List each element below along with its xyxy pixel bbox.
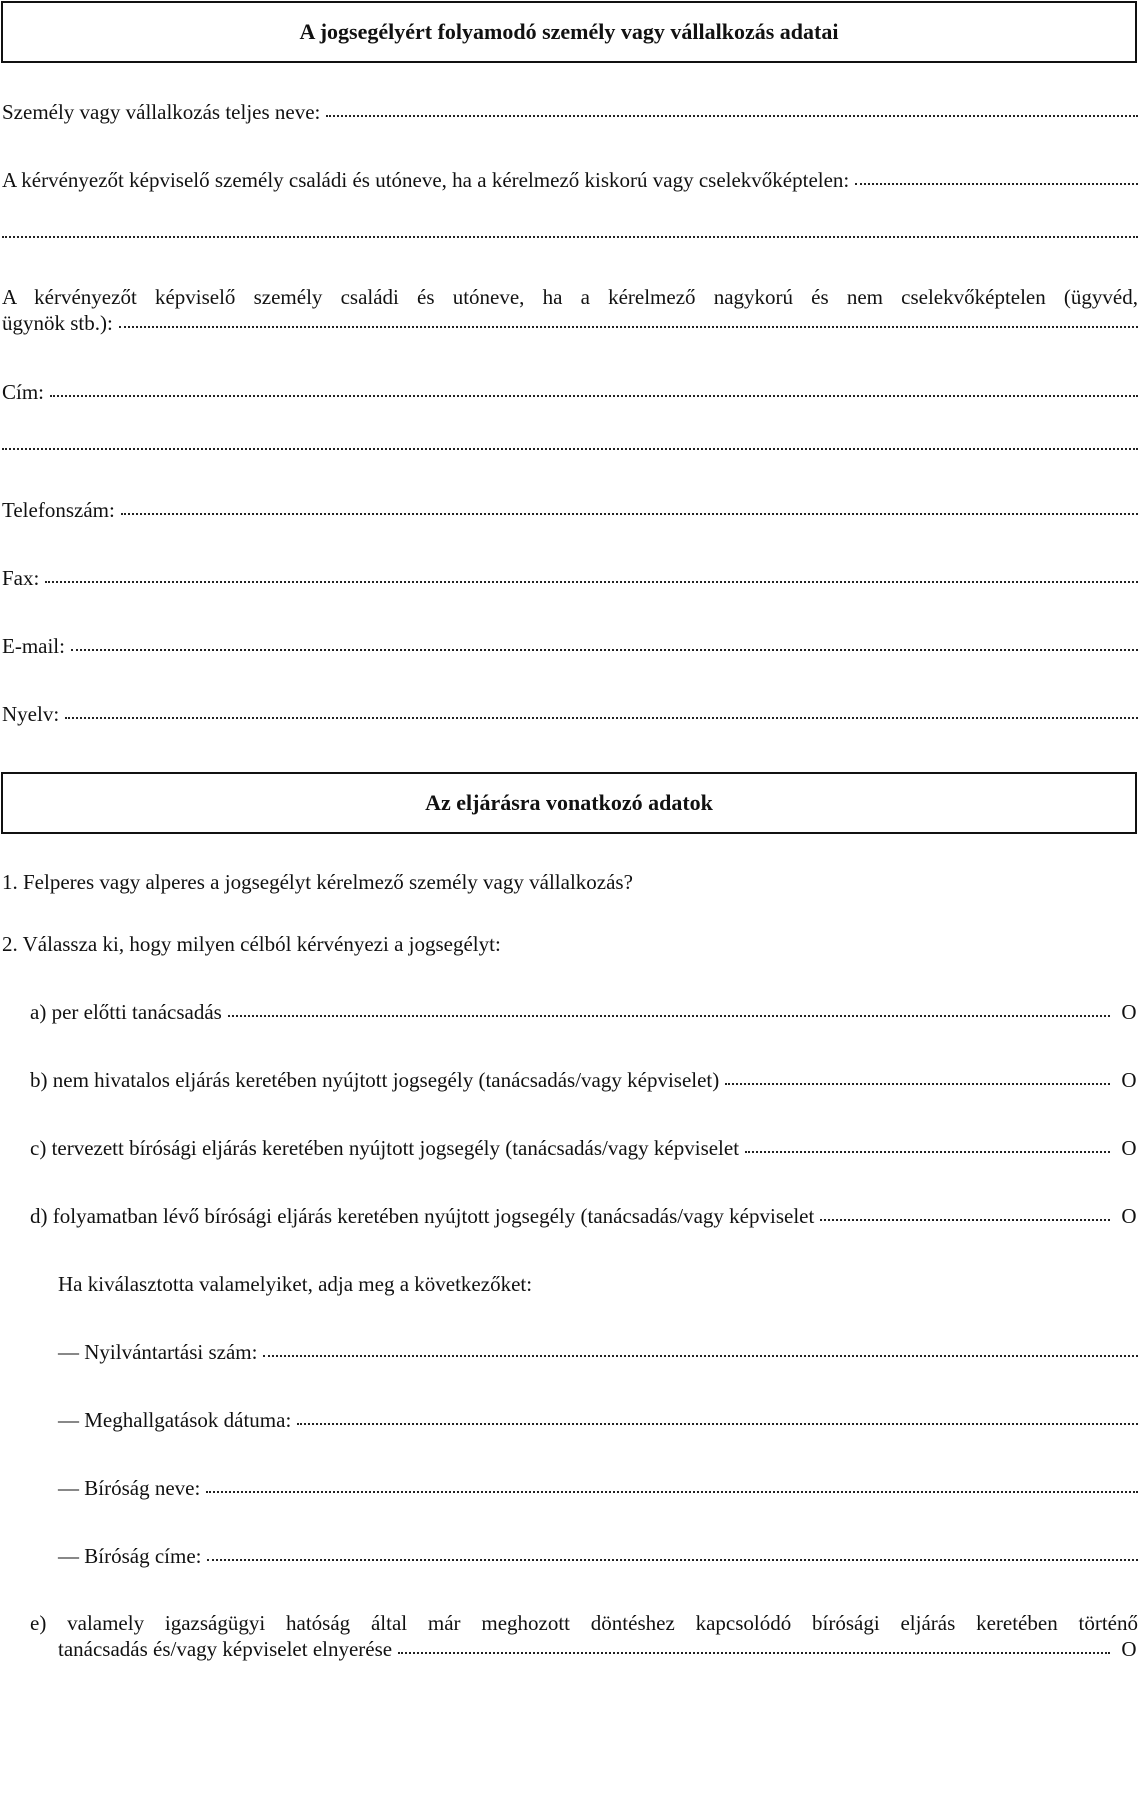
option-c-text: c) tervezett bírósági eljárás keretében nyújtott jogsegély (tanácsadás/vagy képviselet [30,1136,740,1160]
phone-label: Telefonszám: [2,498,115,522]
question-1: 1. Felperes vagy alperes a jogsegélyt kérelmező személy vagy vállalkozás? [2,870,633,894]
hearing-dates-fill-line[interactable] [297,1419,1138,1425]
registration-number-fill-line[interactable] [263,1351,1138,1357]
option-e-text-line1: e) valamely igazságügyi hatóság által már meghozott döntéshez kapcsolódó bírósági eljárás keretében történő [30,1611,1138,1635]
section-procedure-header [1,772,1137,834]
language-label: Nyelv: [2,702,60,726]
option-e[interactable] [58,1637,1138,1662]
option-b-radio[interactable]: O [1121,1068,1137,1092]
option-e-radio[interactable]: O [1121,1637,1137,1661]
rep-minor-fill-line[interactable] [855,179,1138,185]
if-selected-instruction: Ha kiválasztotta valamelyiket, adja meg a következőket: [58,1272,533,1296]
court-name-label: — Bíróság neve: [58,1476,201,1500]
full-name-fill-line[interactable] [326,111,1138,117]
option-c[interactable] [30,1136,1138,1161]
phone-fill-line[interactable] [121,509,1138,515]
rep-minor-label: A kérvényezőt képviselő személy családi és utóneve, ha a kérelmező kiskorú vagy cselekvőképtelen: [2,168,850,192]
full-name-label: Személy vagy vállalkozás teljes neve: [2,100,321,124]
option-a-text: a) per előtti tanácsadás [30,1000,222,1024]
option-e-leader [398,1648,1110,1654]
address-field[interactable] [2,380,1138,405]
option-a[interactable] [30,1000,1138,1025]
question-2: 2. Válassza ki, hogy milyen célból kérvényezi a jogsegélyt: [2,932,501,956]
option-d-radio[interactable]: O [1121,1204,1137,1228]
option-c-radio[interactable]: O [1121,1136,1137,1160]
option-a-radio[interactable]: O [1121,1000,1137,1024]
rep-minor-field[interactable] [2,168,1138,193]
registration-number-field[interactable] [58,1340,1138,1365]
court-address-field[interactable] [58,1544,1138,1569]
rep-minor-fill-line-2[interactable] [2,236,1138,238]
fax-fill-line[interactable] [45,577,1138,583]
option-c-leader [745,1147,1110,1153]
section-procedure-title: Az eljárásra vonatkozó adatok [425,790,713,815]
address-fill-line-2[interactable] [2,448,1138,450]
court-name-field[interactable] [58,1476,1138,1501]
hearing-dates-field[interactable] [58,1408,1138,1433]
rep-adult-label-line1: A kérvényezőt képviselő személy családi és utóneve, ha a kérelmező nagykorú és nem cselekvőképtelen (ügyvéd, [2,285,1138,309]
option-a-leader [228,1011,1110,1017]
email-label: E-mail: [2,634,65,658]
section-applicant-header [1,1,1137,63]
section-applicant-title: A jogsegélyért folyamodó személy vagy vállalkozás adatai [299,19,839,44]
language-field[interactable] [2,702,1138,727]
rep-adult-label-line2: ügynök stb.): [2,311,113,335]
phone-field[interactable] [2,498,1138,523]
fax-field[interactable] [2,566,1138,591]
hearing-dates-label: — Meghallgatások dátuma: [58,1408,292,1432]
option-d-leader [820,1215,1110,1221]
fax-label: Fax: [2,566,40,590]
full-name-field[interactable] [2,100,1138,125]
rep-adult-field[interactable] [2,311,1138,336]
email-field[interactable] [2,634,1138,659]
email-fill-line[interactable] [71,645,1138,651]
option-b-leader [725,1079,1110,1085]
rep-adult-fill-line[interactable] [119,322,1138,328]
court-address-label: — Bíróság címe: [58,1544,202,1568]
court-address-fill-line[interactable] [207,1555,1138,1561]
option-e-text-line2: tanácsadás és/vagy képviselet elnyerése [58,1637,393,1661]
language-fill-line[interactable] [65,713,1138,719]
court-name-fill-line[interactable] [206,1487,1138,1493]
option-d[interactable] [30,1204,1138,1229]
option-d-text: d) folyamatban lévő bírósági eljárás keretében nyújtott jogsegély (tanácsadás/vagy képviselet [30,1204,815,1228]
address-label: Cím: [2,380,45,404]
option-b-text: b) nem hivatalos eljárás keretében nyújtott jogsegély (tanácsadás/vagy képviselet) [30,1068,720,1092]
address-fill-line[interactable] [50,391,1138,397]
option-b[interactable] [30,1068,1138,1093]
registration-number-label: — Nyilvántartási szám: [58,1340,258,1364]
